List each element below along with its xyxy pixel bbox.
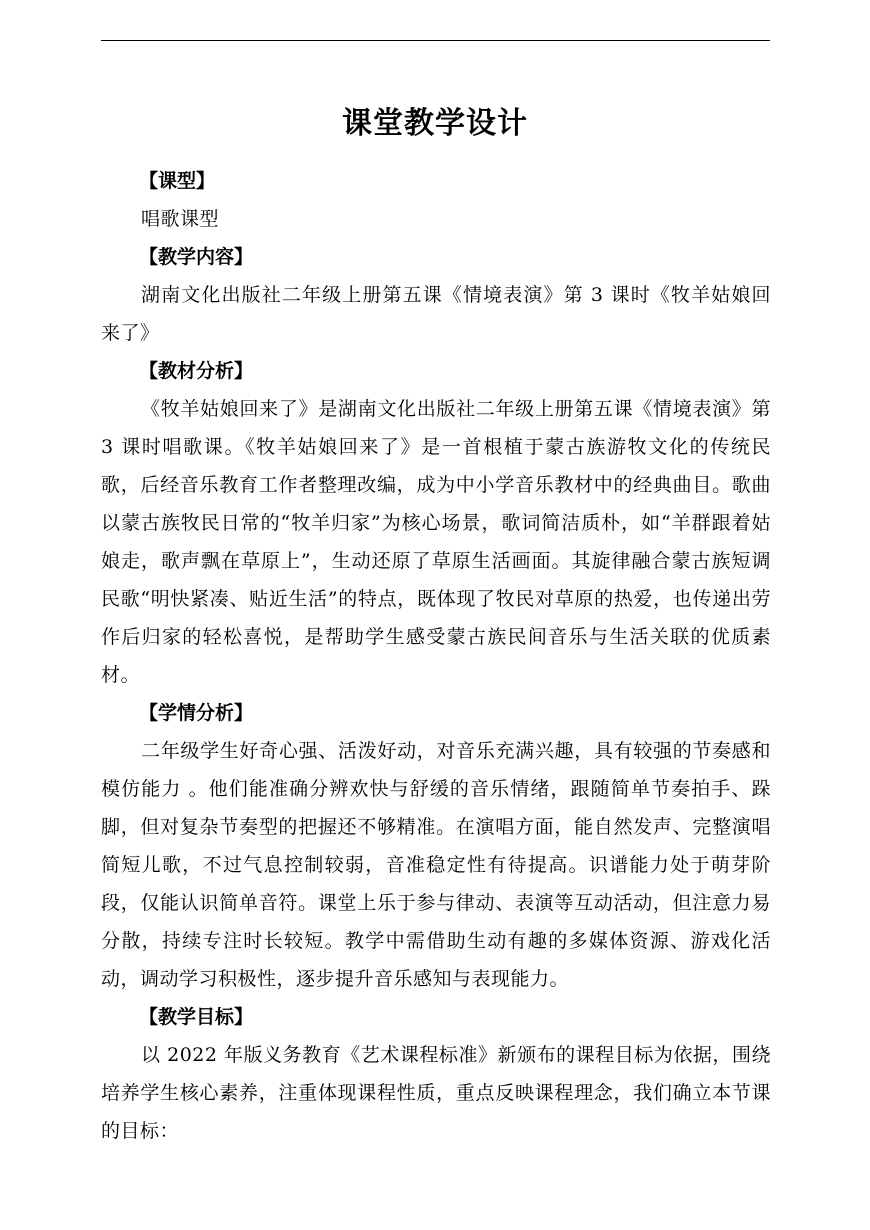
section-textbook-analysis xyxy=(101,352,771,694)
section-paragraph: 《牧羊姑娘回来了》是湖南文化出版社二年级上册第五课《情境表演》第 3 课时唱歌课。《牧羊姑娘回来了》是一首根植于蒙古族游牧文化的传统民歌，后经音乐教育工作者整理改编，成为中小学音乐教材中的经典曲目。歌曲以蒙古族牧民日常的“牧羊归家”为核心场景，歌词简洁质朴，如“羊群跟着姑娘走，歌声飘在草原上”，生动还原了草原生活画面。其旋律融合蒙古族短调民歌“明快紧凑、贴近生活”的特点，既体现了牧民对草原的热爱，也传递出劳作后归家的轻松喜悦，是帮助学生感受蒙古族民间音乐与生活关联的优质素材。 xyxy=(101,398,771,686)
document-title: 课堂教学设计 xyxy=(342,106,528,142)
section-paragraph: 湖南文化出版社二年级上册第五课《情境表演》第 3 课时《牧羊姑娘回来了》 xyxy=(101,284,771,344)
section-heading: 【教学内容】 xyxy=(139,246,254,268)
document-body xyxy=(101,162,771,1150)
section-teaching-content xyxy=(101,238,771,352)
section-heading: 【教学目标】 xyxy=(139,1006,254,1028)
section-student-analysis xyxy=(101,694,771,998)
section-heading: 【课型】 xyxy=(139,170,216,192)
section-teaching-goals xyxy=(101,998,771,1150)
header-rule xyxy=(101,40,770,41)
section-paragraph: 二年级学生好奇心强、活泼好动，对音乐充满兴趣，具有较强的节奏感和模仿能力 。他们能准确分辨欢快与舒缓的音乐情绪，跟随简单节奏拍手、跺脚，但对复杂节奏型的把握还不够精准。在演唱方面，能自然发声、完整演唱简短儿歌，不过气息控制较弱，音准稳定性有待提高。识谱能力处于萌芽阶段，仅能认识简单音符。课堂上乐于参与律动、表演等互动活动，但注意力易分散，持续专注时长较短。教学中需借助生动有趣的多媒体资源、游戏化活动，调动学习积极性，逐步提升音乐感知与表现能力。 xyxy=(101,740,771,990)
section-lesson-type xyxy=(101,162,771,238)
section-paragraph: 唱歌课型 xyxy=(141,208,220,230)
section-heading: 【学情分析】 xyxy=(139,702,254,724)
section-paragraph: 以 2022 年版义务教育《艺术课程标准》新颁布的课程目标为依据，围绕培养学生核心素养，注重体现课程性质，重点反映课程理念，我们确立本节课的目标： xyxy=(101,1044,771,1142)
section-heading: 【教材分析】 xyxy=(139,360,254,382)
